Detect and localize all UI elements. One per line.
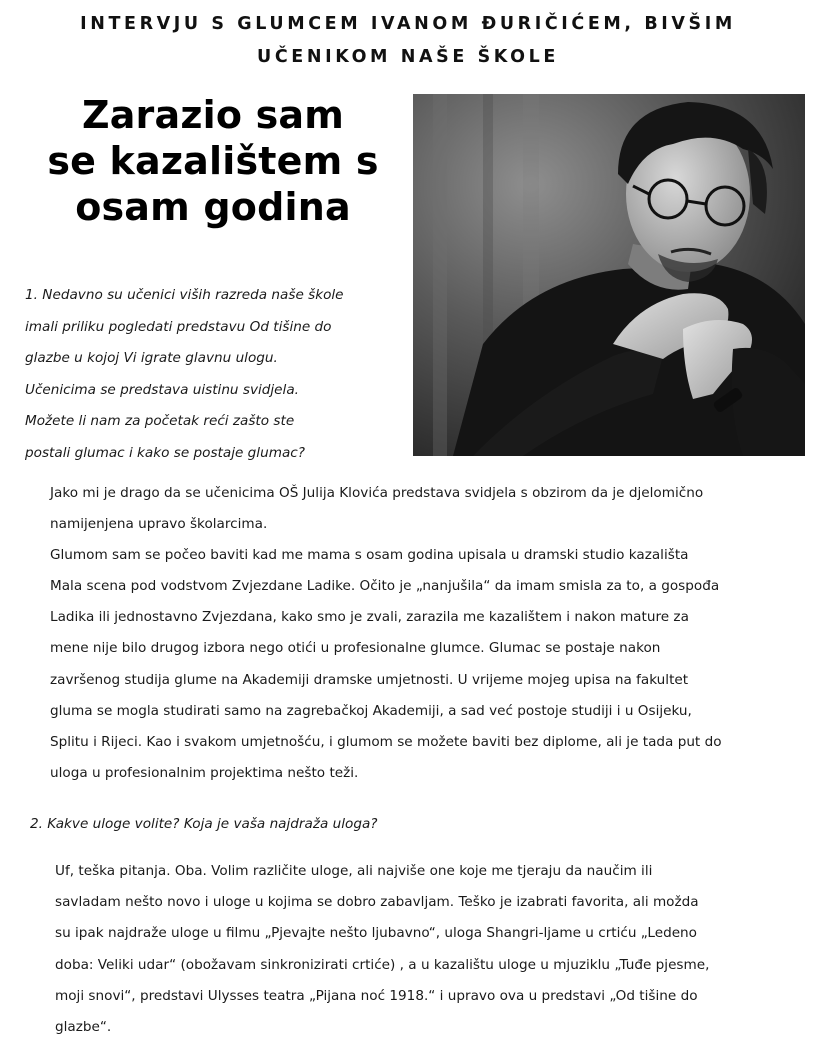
title-line-3: osam godina [75,185,351,229]
question-1-line: postali glumac i kako se postaje glumac? [25,444,305,461]
question-2: 2. Kakve uloge volite? Koja je vaša najdraža uloga? [30,816,378,832]
header-line-1: INTERVJU S GLUMCEM IVANOM ĐURIČIĆEM, BIVŠIM [80,14,736,34]
answer-1-line: završenog studija glume na Akademiji dramske umjetnosti. U vrijeme mojeg upisa na fakultet [50,671,689,688]
answer-1-line: Jako mi je drago da se učenicima OŠ Julija Klovića predstava svidjela s obzirom da je djelomično [50,485,704,501]
question-1-line: 1. Nedavno su učenici viših razreda naše škole [25,287,344,303]
answer-1-line: Ladika ili jednostavno Zvjezdana, kako smo je zvali, zarazila me kazalištem i nakon mature za [50,609,689,626]
answer-1-line: Mala scena pod vodstvom Zvjezdane Ladike. Očito je „nanjušila“ da imam smisla za to, a gospođa [50,578,720,595]
article-header [0,8,816,74]
title-line-1: Zarazio sam [81,93,345,137]
answer-1-line: namijenjena upravo školarcima. [50,516,268,533]
answer-2-line: moji snovi“, predstavi Ulysses teatra „Pijana noć 1918.“ i upravo ova u predstavi „Od tišine do [55,987,698,1004]
answer-1-line: Glumom sam se počeo baviti kad me mama s osam godina upisala u dramski studio kazališta [50,547,689,564]
title-line-2: se kazalištem s [47,139,379,183]
answer-1-line: uloga u profesionalnim projektima nešto teži. [50,764,359,781]
answer-1 [50,478,790,789]
question-1 [25,280,390,469]
answer-2-line: savladam nešto novo i uloge u kojima se dobro zabavljam. Teško je izabrati favorita, ali možda [55,894,699,911]
answer-2-line: glazbe“. [55,1019,112,1036]
answer-1-line: mene nije bilo drugog izbora nego otići u profesionalne glumce. Glumac se postaje nakon [50,640,661,657]
header-line-2: UČENIKOM NAŠE ŠKOLE [257,47,559,67]
answer-1-line: Splitu i Rijeci. Kao i svakom umjetnošću, i glumom se možete baviti bez diplome, ali je tada put do [50,733,722,750]
question-1-line: imali priliku pogledati predstavu Od tišine do [25,318,332,335]
answer-2-line: su ipak najdraže uloge u filmu „Pjevajte nešto ljubavno“, uloga Shangri-ljame u crtiću „Ledeno [55,925,697,942]
answer-2-line: doba: Veliki udar“ (obožavam sinkronizirati crtiće) , a u kazalištu uloge u mjuziklu „Tuđe pjesme, [55,956,710,973]
answer-1-line: gluma se mogla studirati samo na zagrebačkoj Akademiji, a sad već postoje studiji i u Osijeku, [50,702,692,719]
article-title [20,92,406,230]
question-1-line: Učenicima se predstava uistinu svidjela. [25,381,299,398]
portrait-photo [413,94,805,456]
answer-2-line: Uf, teška pitanja. Oba. Volim različite uloge, ali najviše one koje me tjeraju da naučim ili [55,863,653,879]
question-1-line: Možete li nam za početak reći zašto ste [25,413,295,429]
answer-2 [55,856,795,1043]
question-1-line: glazbe u kojoj Vi igrate glavnu ulogu. [25,350,278,366]
